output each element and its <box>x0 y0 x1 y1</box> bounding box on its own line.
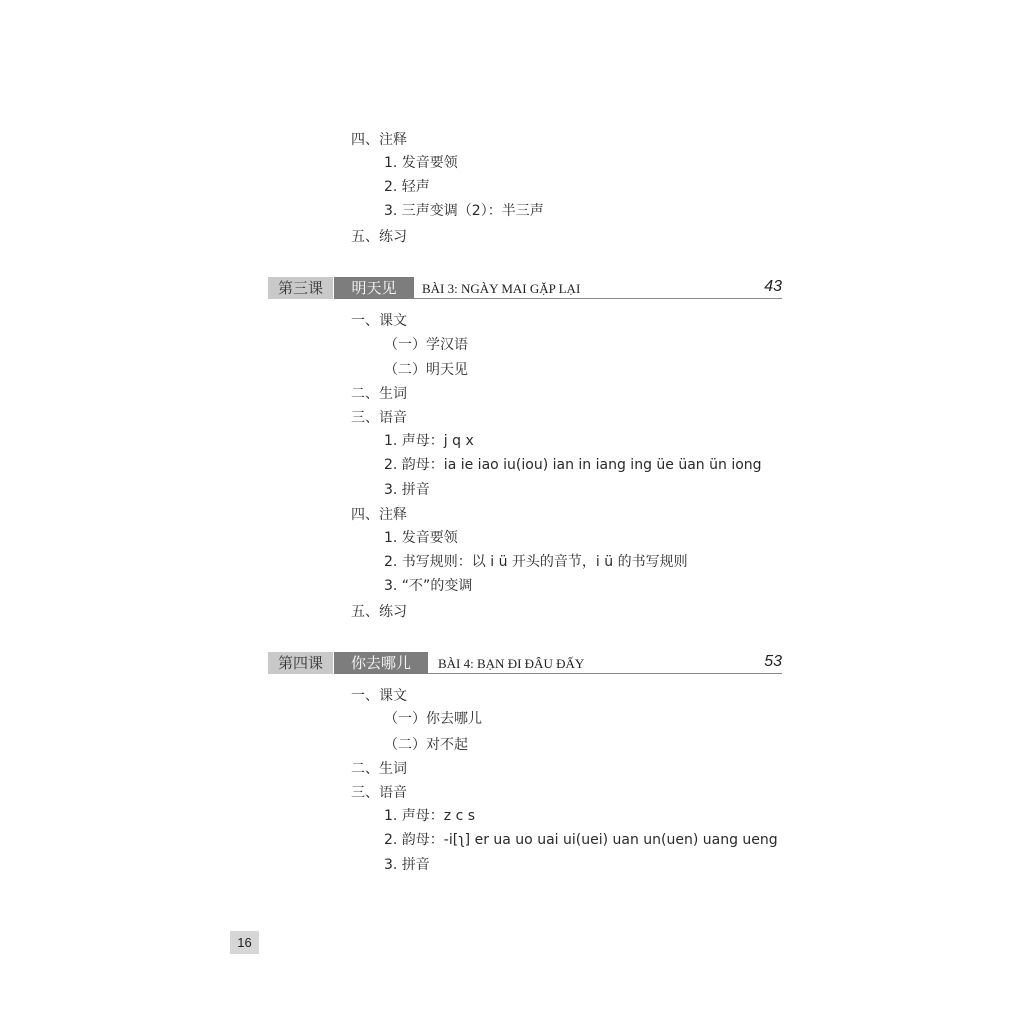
lesson-header-3 <box>268 277 782 299</box>
lesson-divider <box>428 673 782 674</box>
toc-item: （二）明天见 <box>384 362 468 378</box>
toc-item: 2. 韵母：-i[ʅ] er ua uo uai ui(uei) uan un(uen) uang ueng <box>384 832 778 848</box>
toc-item: 3. 三声变调（2）：半三声 <box>384 203 544 219</box>
toc-item: （一）学汉语 <box>384 337 468 353</box>
toc-item: 2. 韵母：ia ie iao iu(iou) ian in iang ing üe üan ün iong <box>384 457 762 473</box>
lesson-page-number: 53 <box>764 653 782 670</box>
section-heading-notes: 四、注释 <box>351 507 407 523</box>
lesson-title-chinese: 明天见 <box>334 277 414 299</box>
lesson-title-vietnamese: BÀI 4: BẠN ĐI ĐÂU ĐẤY <box>438 656 585 671</box>
lesson-number: 第三课 <box>268 277 333 299</box>
toc-item: 2. 书写规则：以 i ü 开头的音节，i ü 的书写规则 <box>384 554 688 570</box>
lesson-title-chinese: 你去哪儿 <box>334 652 428 674</box>
toc-item: （一）你去哪儿 <box>384 711 482 727</box>
toc-item: 1. 发音要领 <box>384 530 458 546</box>
toc-item: 3. “不”的变调 <box>384 578 473 594</box>
section-heading-notes: 四、注释 <box>351 132 407 148</box>
lesson-divider <box>414 298 782 299</box>
toc-item: 3. 拼音 <box>384 857 430 873</box>
toc-item: 1. 声母：z c s <box>384 808 476 824</box>
page-number: 16 <box>230 931 259 954</box>
section-heading-vocabulary: 二、生词 <box>351 761 407 777</box>
lesson-title-vietnamese: BÀI 3: NGÀY MAI GẶP LẠI <box>422 281 581 296</box>
toc-item: （二）对不起 <box>384 737 468 753</box>
section-heading-exercises: 五、练习 <box>351 604 407 620</box>
section-heading-phonetics: 三、语音 <box>351 410 407 426</box>
section-heading-text: 一、课文 <box>351 313 407 329</box>
toc-item: 1. 发音要领 <box>384 155 458 171</box>
section-heading-vocabulary: 二、生词 <box>351 386 407 402</box>
section-heading-text: 一、课文 <box>351 688 407 704</box>
lesson-number: 第四课 <box>268 652 333 674</box>
section-heading-phonetics: 三、语音 <box>351 785 407 801</box>
section-heading-exercises: 五、练习 <box>351 229 407 245</box>
toc-item: 2. 轻声 <box>384 179 430 195</box>
lesson-page-number: 43 <box>764 278 782 295</box>
toc-item: 3. 拼音 <box>384 482 430 498</box>
toc-item: 1. 声母：j q x <box>384 433 474 449</box>
lesson-header-4 <box>268 652 782 674</box>
